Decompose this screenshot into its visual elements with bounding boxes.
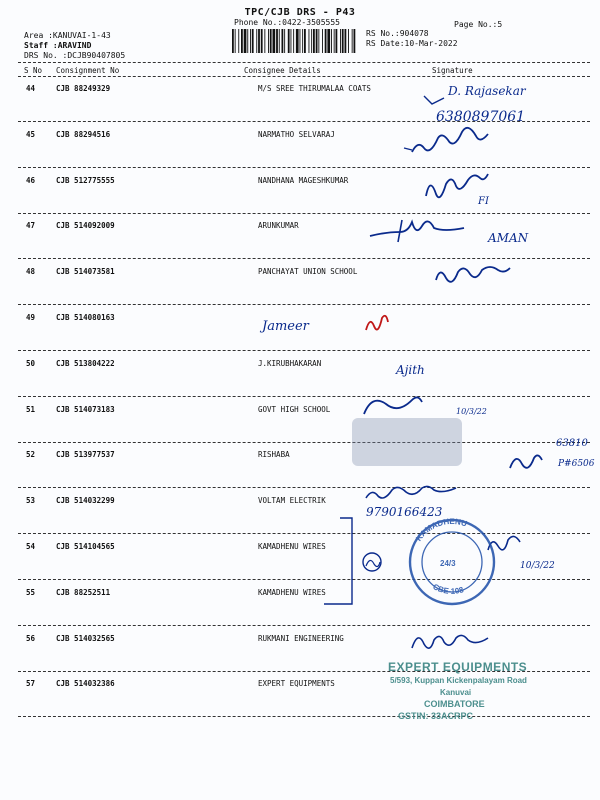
row-divider [18,533,590,534]
row-consignment-number: CJB 88249329 [56,84,111,93]
column-signature: Signature [432,66,473,75]
handwritten-date: 10/3/22 [520,561,555,571]
handwritten-date: 10/3/22 [456,407,487,416]
stamp-date: 24/3 [440,559,456,568]
barcode-bar [235,29,236,53]
svg-text:KAMADHENU [414,517,468,543]
consignment-row [0,84,600,96]
row-consignment-number: CJB 513977537 [56,450,115,459]
consignment-row [0,405,600,417]
barcode-bar [244,29,247,53]
barcode-bar [288,29,290,53]
header-bottom-rule [18,76,590,77]
row-consignment-number: CJB 514080163 [56,313,115,322]
row-consignment-number: CJB 514104565 [56,542,115,551]
row-consignee-name: PANCHAYAT UNION SCHOOL [258,267,358,276]
barcode-bar [304,29,306,53]
handwritten-name: Jameer [262,319,309,334]
barcode-bar [250,29,251,53]
row-serial-number: 47 [26,221,36,230]
handwritten-name: Ajith [396,363,425,377]
handwritten-note: AMAN [488,231,529,245]
barcode-bar [273,29,276,53]
row-serial-number: 55 [26,588,36,597]
row-consignee-name: NARMATHO SELVARAJ [258,130,335,139]
barcode-bar [296,29,299,53]
barcode-bar [322,29,323,53]
row-divider [18,213,590,214]
barcode-bar [309,29,310,53]
column-consignment: Consignment No [56,66,120,75]
drs-number: DRS No. :DCJB90407805 [24,51,126,60]
row-consignment-number: CJB 514092009 [56,221,115,230]
row-consignment-number: CJB 513804222 [56,359,115,368]
consignment-row [0,496,600,508]
consignment-row [0,542,600,554]
consignment-row [0,313,600,325]
consignment-row [0,359,600,371]
barcode-bar [331,29,332,53]
barcode-bar [264,29,265,53]
row-divider [18,167,590,168]
barcode-bar [318,29,319,53]
handwritten-phone: 6380897061 [436,109,526,125]
barcode-bar [293,29,294,53]
handwritten-phone: P#6506 [558,459,595,469]
row-serial-number: 44 [26,84,36,93]
stamp-company-name: EXPERT EQUIPMENTS [388,660,528,674]
barcode-bar [334,29,335,53]
barcode-bar [342,29,344,53]
row-divider [18,487,590,488]
rs-date: RS Date:10-Mar-2022 [366,39,458,48]
row-serial-number: 48 [26,267,36,276]
row-serial-number: 52 [26,450,36,459]
consignment-row [0,450,600,462]
row-consignment-number: CJB 514032386 [56,679,115,688]
row-divider [18,258,590,259]
row-consignee-name: ARUNKUMAR [258,221,299,230]
barcode-bar [258,29,260,53]
barcode-bar [256,29,257,53]
barcode-bar [345,29,347,53]
stamp-gstin: GSTIN: 33ACRPC [398,711,474,721]
row-divider [18,625,590,626]
stamp-code-text: CBE-108 [431,582,465,596]
row-consignment-number: CJB 514032565 [56,634,115,643]
barcode-bar [282,29,284,53]
stamp-address-line: 5/593, Kuppan Kickenpalayam Road [390,676,527,685]
barcode-bar [291,29,292,53]
row-serial-number: 57 [26,679,36,688]
consignment-row [0,634,600,646]
rs-number: RS No.:904078 [366,29,429,38]
barcode-bar [268,29,269,53]
barcode-bar [252,29,254,53]
header-top-rule [18,62,590,63]
barcode-bar [241,29,243,53]
barcode-bar [352,29,353,53]
row-serial-number: 46 [26,176,36,185]
consignment-row [0,176,600,188]
sheet-title: TPC/CJB DRS - P43 [244,7,356,18]
row-consignment-number: CJB 514073183 [56,405,115,414]
row-consignee-name: NANDHANA MAGESHKUMAR [258,176,349,185]
barcode-bar [336,29,338,53]
row-consignment-number: CJB 514073581 [56,267,115,276]
staff-label: Staff :ARAVIND [24,41,92,50]
barcode-bar [284,29,285,53]
row-consignee-name: VOLTAM ELECTRIK [258,496,326,505]
row-consignee-name: GOVT HIGH SCHOOL [258,405,331,414]
barcode-bar [327,29,330,53]
phone-number: Phone No.:0422-3505555 [234,18,340,27]
row-consignee-name: RUKMANI ENGINEERING [258,634,344,643]
row-divider [18,442,590,443]
row-divider [18,671,590,672]
row-serial-number: 53 [26,496,36,505]
row-consignment-number: CJB 88252511 [56,588,111,597]
consignment-row [0,267,600,279]
row-serial-number: 50 [26,359,36,368]
row-consignment-number: CJB 514032299 [56,496,115,505]
row-serial-number: 51 [26,405,36,414]
barcode-bar [313,29,315,53]
row-serial-number: 56 [26,634,36,643]
barcode-bar [300,29,301,53]
barcode-bar [302,29,303,53]
handwritten-phone: 9790166423 [366,505,443,519]
stamp-address-line: Kanuvai [440,688,472,697]
row-consignee-name: M/S SREE THIRUMALAA COATS [258,84,371,93]
barcode-bar [340,29,341,53]
consignment-row [0,130,600,142]
row-divider [18,396,590,397]
barcode-bar [270,29,272,53]
stamp-city: COIMBATORE [424,699,485,709]
row-serial-number: 45 [26,130,36,139]
row-consignee-name: EXPERT EQUIPMENTS [258,679,335,688]
barcode-bar [311,29,312,53]
page-number: Page No.:5 [454,20,503,29]
column-sno: S No [24,66,43,75]
row-consignee-name: KAMADHENU WIRES [258,542,326,551]
barcode-bar [348,29,349,53]
barcode-bar [354,29,356,53]
handwritten-phone: 63810 [556,438,588,449]
row-consignee-name: J.KIRUBHAKARAN [258,359,322,368]
barcode-image [230,29,360,53]
row-serial-number: 54 [26,542,36,551]
column-consignee: Consignee Details [244,66,321,75]
barcode-bar [279,29,280,53]
barcode-bar [325,29,327,53]
handwritten-name: D. Rajasekar [448,84,526,98]
row-divider [18,579,590,580]
barcode-bar [232,29,234,53]
area-label: Area :KANUVAI-1-43 [24,31,111,40]
row-consignee-name: KAMADHENU WIRES [258,588,326,597]
row-serial-number: 49 [26,313,36,322]
row-consignee-name: RISHABA [258,450,290,459]
row-divider [18,304,590,305]
row-divider [18,716,590,717]
row-divider [18,121,590,122]
consignment-row [0,221,600,233]
handwritten-note: FI [478,196,489,207]
barcode-bar [247,29,248,53]
row-divider [18,350,590,351]
barcode-bar [316,29,318,53]
barcode-bar [261,29,263,53]
consignment-row [0,679,600,691]
barcode-bar [238,29,239,53]
consignment-row [0,588,600,600]
barcode-bar [276,29,278,53]
row-consignment-number: CJB 512775555 [56,176,115,185]
stamp-ring-text: KAMADHENU [414,516,469,543]
row-consignment-number: CJB 88294516 [56,130,111,139]
